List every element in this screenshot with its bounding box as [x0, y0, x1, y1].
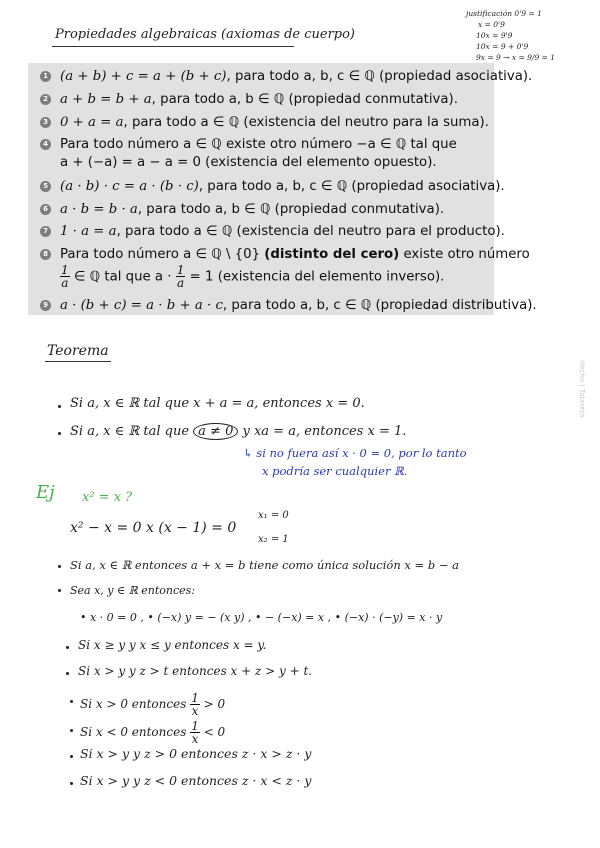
fraction: $\frac{1}{x}$	[191, 691, 199, 718]
fraction: $\frac{1}{x}$	[191, 719, 199, 746]
corner-note: justificación 0'9 = 1	[466, 9, 542, 18]
item-number: 1	[40, 71, 51, 82]
item-number: 3	[40, 117, 51, 128]
corner-note: 10x = 9 + 0'9	[476, 42, 529, 51]
item-number: 8	[40, 249, 51, 260]
theorem-underline	[45, 361, 111, 362]
bullet	[66, 672, 69, 675]
blue-annotation: x podría ser cualquier ℝ.	[262, 464, 408, 478]
theorem-line: Sea x, y ∈ ℝ entonces:	[70, 584, 196, 597]
example-solution: x₂ = 1	[258, 534, 289, 545]
bullet	[70, 755, 73, 758]
bullet	[70, 782, 73, 785]
bullet	[58, 589, 61, 592]
theorem-line: Si x > y y z > 0 entonces z · x > z · y	[80, 746, 312, 761]
property-item-continued: a + (−a) = a − a = 0 (existencia del elemento opuesto).	[60, 155, 437, 170]
property-item: a · (b + c) = a · b + a · c, para todo a, b, c ∈ ℚ (propiedad distributiva).	[60, 298, 537, 313]
property-item: Para todo número a ∈ ℚ existe otro número −a ∈ ℚ tal que	[60, 137, 457, 152]
property-item: a + b = b + a, para todo a, b ∈ ℚ (propiedad conmutativa).	[60, 92, 458, 107]
theorem-heading: Teorema	[47, 343, 109, 359]
theorem-line: Si x > y y z < 0 entonces z · x < z · y	[80, 773, 312, 788]
item-number: 6	[40, 204, 51, 215]
theorem-line: Si x > 0 entonces $\frac{1}{x}$ > 0	[80, 691, 226, 718]
fraction: $\frac{1}{a}$	[61, 263, 69, 290]
corner-notes	[466, 8, 555, 63]
bullet	[58, 405, 61, 408]
property-item: 1 · a = a, para todo a ∈ ℚ (existencia del neutro para el producto).	[60, 224, 505, 239]
item-number: 2	[40, 94, 51, 105]
theorem-line: Si x < 0 entonces $\frac{1}{x}$ < 0	[80, 719, 226, 746]
theorem-line: Si a, x ∈ ℝ tal que a ≠ 0 y xa = a, entonces x = 1.	[70, 424, 407, 439]
title-underline	[52, 46, 294, 47]
theorem-line: Si a, x ∈ ℝ tal que x + a = a, entonces x = 0.	[70, 396, 365, 411]
corner-note: x = 0'9	[478, 20, 505, 29]
item-number: 9	[40, 300, 51, 311]
corner-note: 9x = 9 → x = 9/9 = 1	[476, 53, 556, 62]
item-number: 7	[40, 226, 51, 237]
property-item: (a + b) + c = a + (b + c), para todo a, b, c ∈ ℚ (propiedad asociativa).	[60, 69, 533, 84]
property-item-continued: $\frac{1}{a}$ ∈ ℚ tal que a · $\frac{1}{a}$ = 1 (existencia del elemento inverso).	[61, 263, 445, 290]
corner-note: 10x = 9'9	[476, 31, 513, 40]
example-solution: x₁ = 0	[258, 510, 289, 521]
property-item: (a · b) · c = a · (b · c), para todo a, b, c ∈ ℚ (propiedad asociativa).	[60, 179, 505, 194]
bullet	[70, 729, 73, 732]
property-item: 0 + a = a, para todo a ∈ ℚ (existencia del neutro para la suma).	[60, 115, 489, 130]
bullet	[70, 700, 73, 703]
example-label: Ej	[36, 482, 55, 503]
example-question: x² = x ?	[82, 490, 133, 505]
property-item: a · b = b · a, para todo a, b ∈ ℚ (propiedad conmutativa).	[60, 202, 445, 217]
item-number: 5	[40, 181, 51, 192]
page-title: Propiedades algebraicas (axiomas de cuerpo)	[55, 27, 356, 42]
theorem-line: • x · 0 = 0 , • (−x) y = − (x y) , • − (−x) = x , • (−x) · (−y) = x · y	[80, 611, 443, 624]
side-watermark: Hecho | Tatareta	[578, 360, 586, 418]
bullet	[58, 432, 61, 435]
bullet	[66, 646, 69, 649]
property-item: Para todo número a ∈ ℚ \ {0} (distinto del cero) existe otro número	[60, 247, 530, 262]
fraction: $\frac{1}{a}$	[176, 263, 185, 290]
item-number: 4	[40, 139, 51, 150]
example-equation: x² − x = 0 x (x − 1) = 0	[70, 520, 237, 536]
circled-condition: a ≠ 0	[193, 423, 238, 440]
blue-annotation: ↳ si no fuera así x · 0 = 0, por lo tanto	[243, 446, 467, 460]
theorem-line: Si a, x ∈ ℝ entonces a + x = b tiene como única solución x = b − a	[70, 558, 459, 572]
theorem-line: Si x ≥ y y x ≤ y entonces x = y.	[78, 638, 267, 652]
theorem-line: Si x > y y z > t entonces x + z > y + t.	[78, 664, 313, 678]
bullet	[58, 565, 61, 568]
